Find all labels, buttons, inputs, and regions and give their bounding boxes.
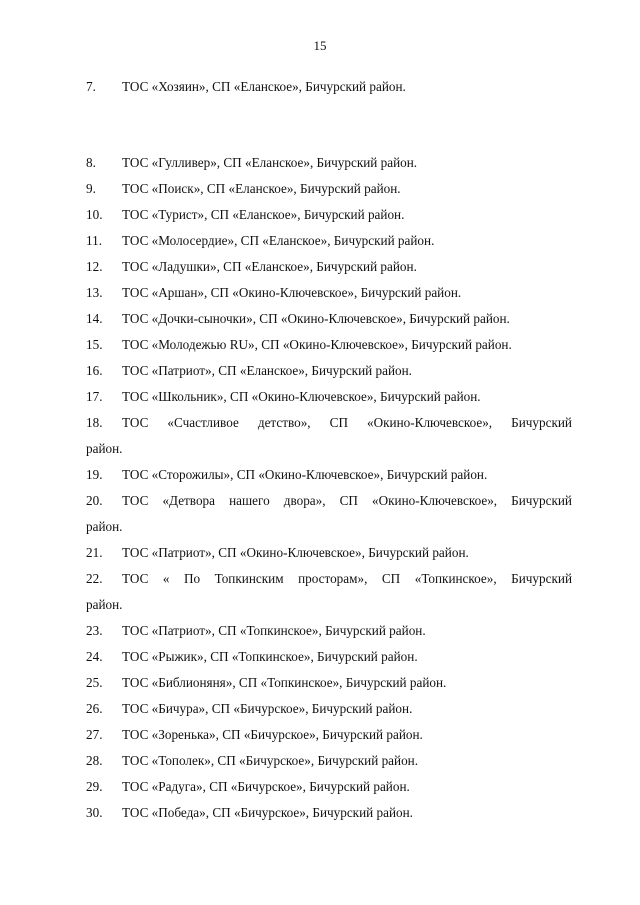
item-number: 10. — [86, 207, 103, 222]
page-number: 15 — [313, 38, 327, 53]
item-number: 9. — [86, 181, 96, 196]
item-number: 28. — [86, 753, 103, 768]
item-text: ТОС «Тополек», СП «Бичурское», Бичурский район. — [122, 753, 419, 768]
item-number: 7. — [86, 79, 96, 94]
item-text: ТОС «Аршан», СП «Окино-Ключевское», Бичурский район. — [122, 285, 462, 300]
item-number: 18. — [86, 415, 103, 430]
item-text: ТОС «Рыжик», СП «Топкинское», Бичурский район. — [122, 649, 418, 664]
item-number: 16. — [86, 363, 103, 378]
item-text: ТОС «Бичура», СП «Бичурское», Бичурский район. — [122, 701, 413, 716]
item-number: 15. — [86, 337, 103, 352]
list-item — [86, 618, 572, 644]
list-item — [86, 696, 572, 722]
list-item — [86, 254, 572, 280]
list-item — [86, 748, 572, 774]
item-text: ТОС «Сторожилы», СП «Окино-Ключевское», Бичурский район. — [122, 467, 488, 482]
item-number: 30. — [86, 805, 103, 820]
item-text: ТОС «Победа», СП «Бичурское», Бичурский район. — [122, 805, 413, 820]
item-text: ТОС «Ладушки», СП «Еланское», Бичурский район. — [122, 259, 417, 274]
list-item — [86, 774, 572, 800]
item-text-line2: район. — [86, 519, 123, 534]
item-number: 20. — [86, 493, 103, 508]
item-number: 26. — [86, 701, 103, 716]
list-item — [86, 410, 572, 436]
item-text: ТОС «Патриот», СП «Окино-Ключевское», Бичурский район. — [122, 545, 469, 560]
item-text: ТОС «Турист», СП «Еланское», Бичурский район. — [122, 207, 405, 222]
item-number: 13. — [86, 285, 103, 300]
list-item — [86, 384, 572, 410]
list-item — [86, 332, 572, 358]
item-number: 17. — [86, 389, 103, 404]
item-text-line1: ТОС «Счастливое детство», СП «Окино-Ключевское», Бичурский — [122, 415, 572, 430]
item-number: 12. — [86, 259, 103, 274]
item-number: 24. — [86, 649, 103, 664]
item-number: 22. — [86, 571, 103, 586]
item-text-line1: ТОС «Детвора нашего двора», СП «Окино-Ключевское», Бичурский — [122, 493, 572, 508]
list-item — [86, 800, 572, 826]
item-number: 27. — [86, 727, 103, 742]
list-item — [86, 566, 572, 592]
item-text-line1: ТОС « По Топкинским просторам», СП «Топкинское», Бичурский — [122, 571, 572, 586]
item-text: ТОС «Зоренька», СП «Бичурское», Бичурский район. — [122, 727, 423, 742]
item-text: ТОС «Радуга», СП «Бичурское», Бичурский район. — [122, 779, 410, 794]
list-item — [86, 540, 572, 566]
list-item — [86, 462, 572, 488]
item-text: ТОС «Молосердие», СП «Еланское», Бичурский район. — [122, 233, 435, 248]
item-text: ТОС «Поиск», СП «Еланское», Бичурский район. — [122, 181, 401, 196]
item-number: 19. — [86, 467, 103, 482]
list-item — [86, 228, 572, 254]
list-item — [86, 722, 572, 748]
list-item — [86, 644, 572, 670]
item-number: 29. — [86, 779, 103, 794]
list-item — [86, 488, 572, 514]
item-text: ТОС «Патриот», СП «Топкинское», Бичурский район. — [122, 623, 426, 638]
item-text: ТОС «Патриот», СП «Еланское», Бичурский район. — [122, 363, 412, 378]
list-item — [86, 280, 572, 306]
item-text-line2: район. — [86, 441, 123, 456]
item-number: 11. — [86, 233, 102, 248]
item-text: ТОС «Библионяня», СП «Топкинское», Бичурский район. — [122, 675, 447, 690]
list-item — [86, 150, 572, 176]
item-number: 21. — [86, 545, 103, 560]
item-number: 23. — [86, 623, 103, 638]
item-text: ТОС «Дочки-сыночки», СП «Окино-Ключевское», Бичурский район. — [122, 311, 510, 326]
item-text: ТОС «Гулливер», СП «Еланское», Бичурский район. — [122, 155, 418, 170]
list-item — [86, 670, 572, 696]
item-text: ТОС «Школьник», СП «Окино-Ключевское», Бичурский район. — [122, 389, 481, 404]
item-number: 8. — [86, 155, 96, 170]
list-item — [86, 176, 572, 202]
item-text: ТОС «Хозяин», СП «Еланское», Бичурский район. — [122, 79, 406, 94]
item-text-line2: район. — [86, 597, 123, 612]
item-number: 14. — [86, 311, 103, 326]
list-item — [86, 358, 572, 384]
item-text: ТОС «Молодежью RU», СП «Окино-Ключевское», Бичурский район. — [122, 337, 512, 352]
list-item — [86, 74, 572, 100]
item-number: 25. — [86, 675, 103, 690]
list-item — [86, 306, 572, 332]
list-item — [86, 202, 572, 228]
